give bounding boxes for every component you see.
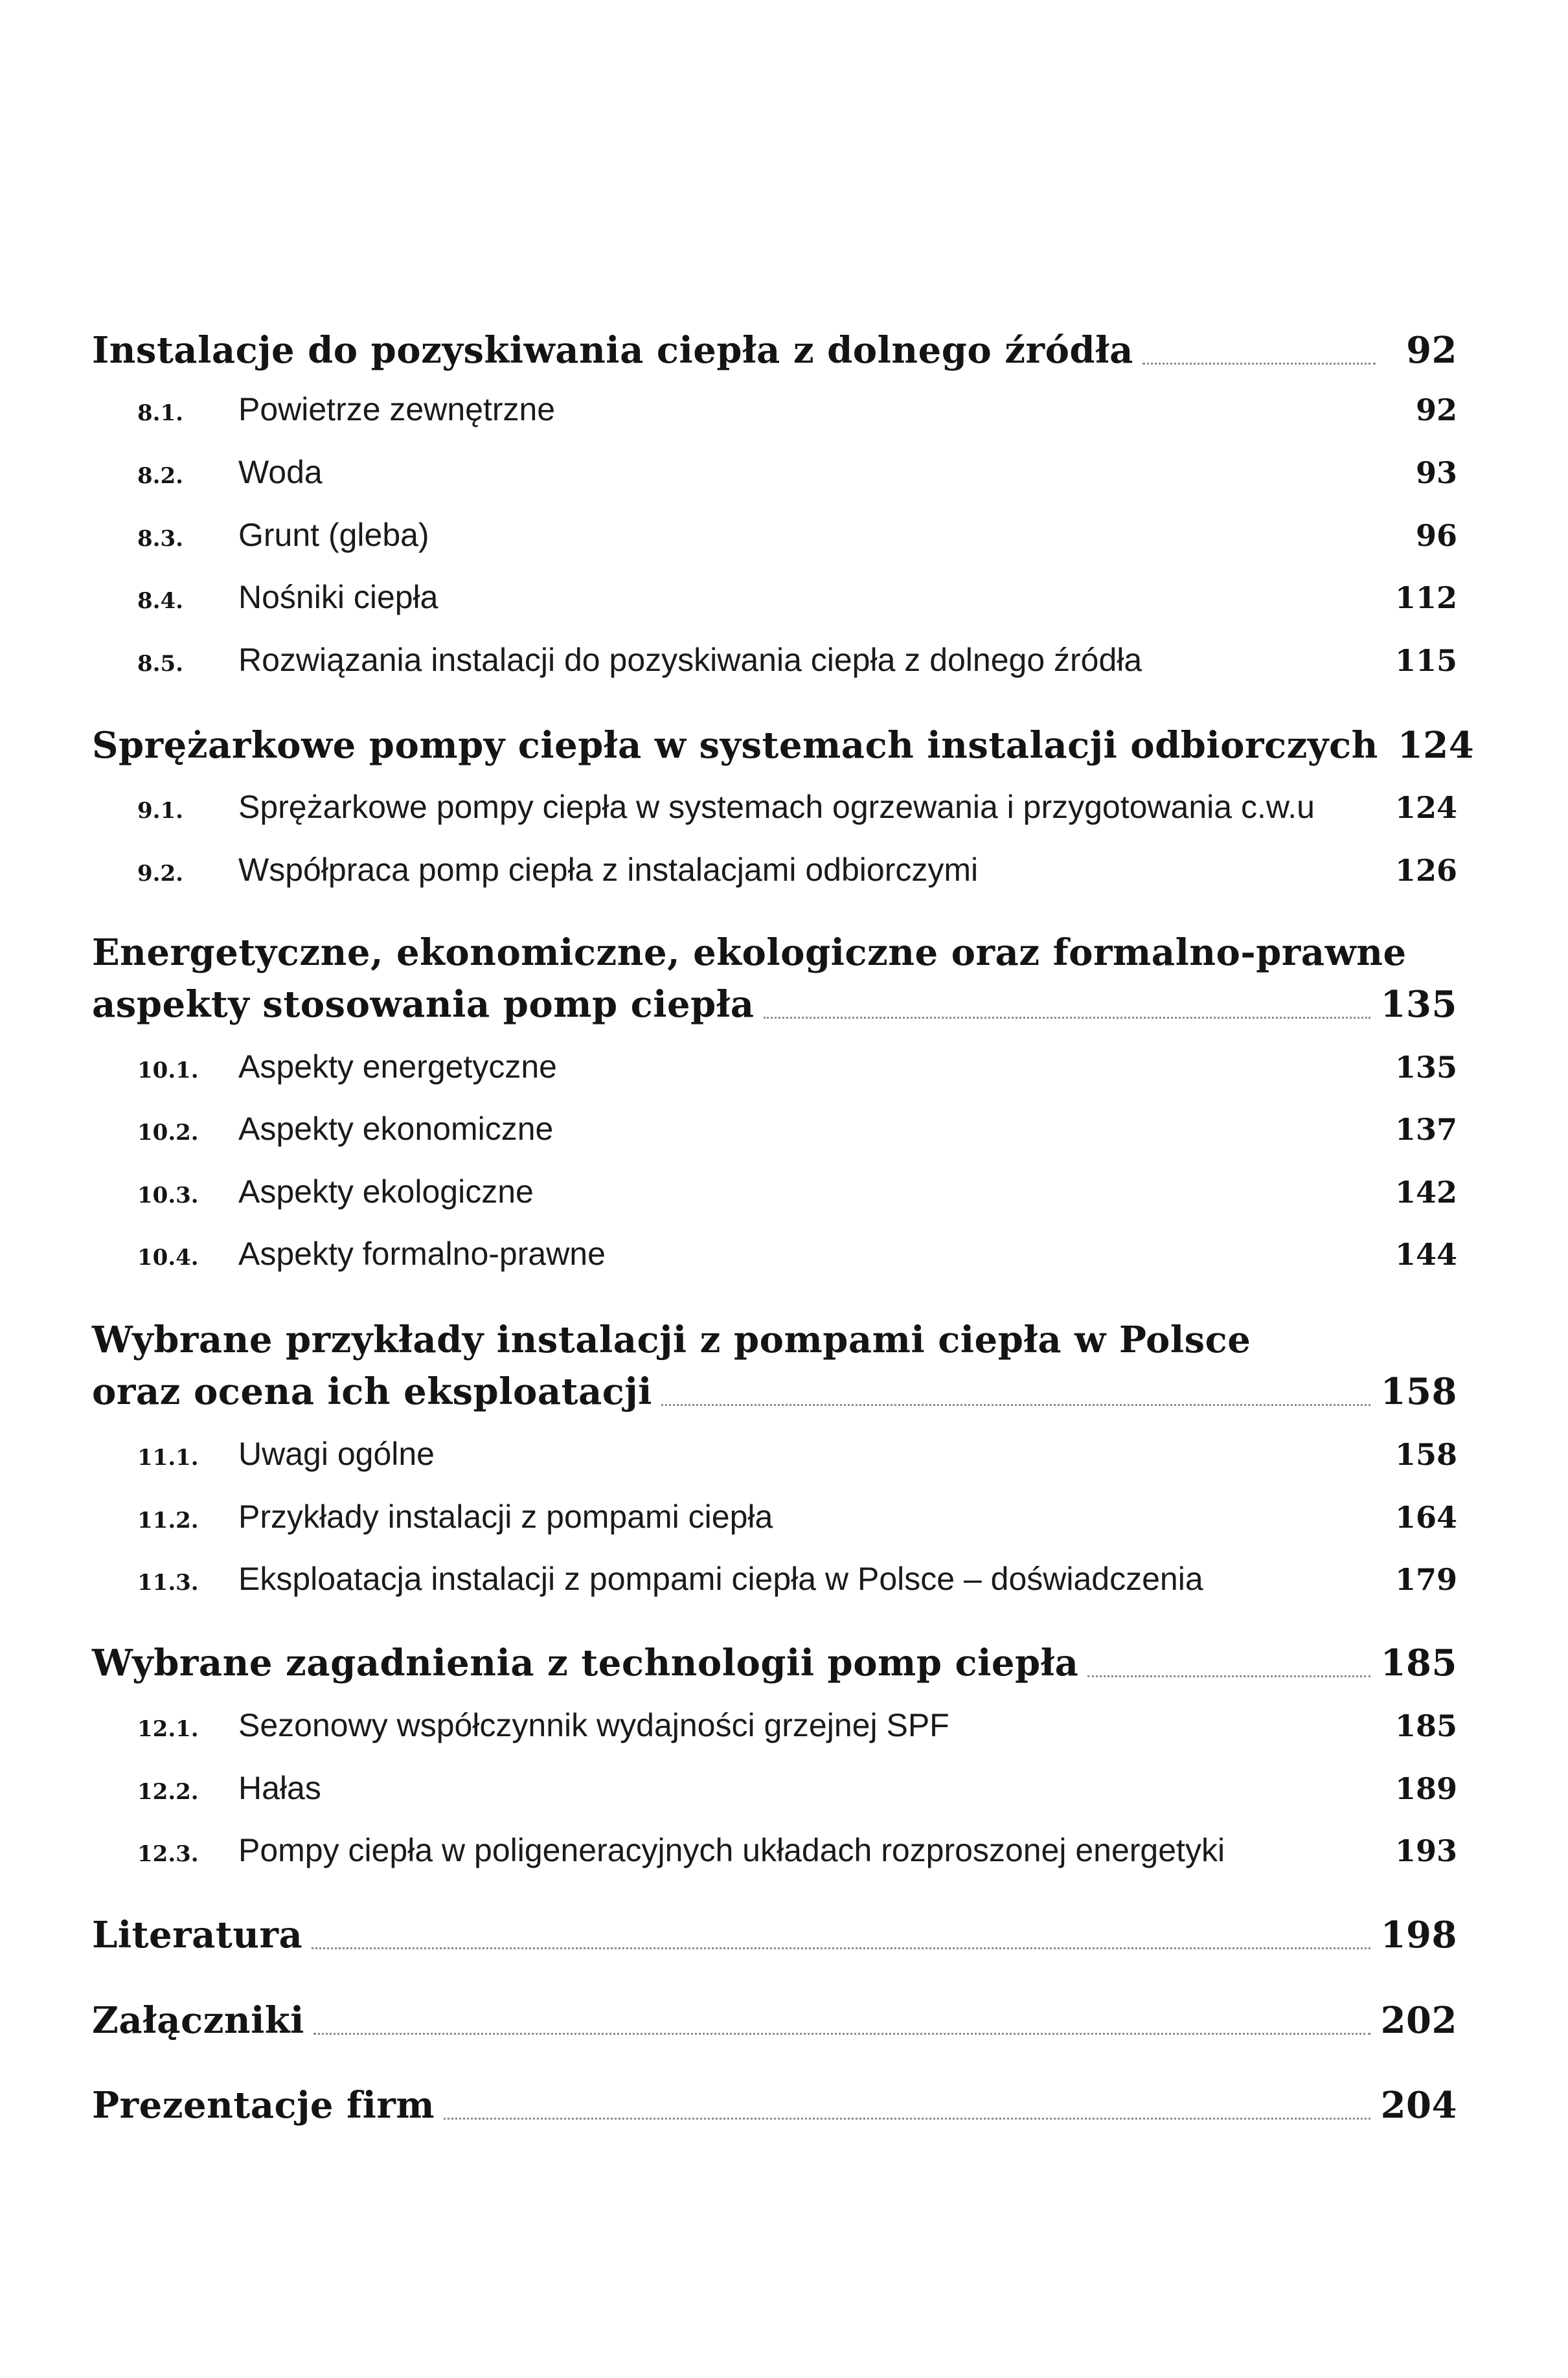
toc-entry-10-3[interactable] — [137, 1172, 1457, 1215]
toc-entry-number: 8.1. — [137, 400, 183, 426]
toc-heading-page: 198 — [1380, 1914, 1457, 1956]
toc-entry-number: 12.1. — [137, 1716, 199, 1742]
toc-entry-11-1[interactable] — [137, 1434, 1457, 1477]
toc-heading-12[interactable] — [92, 1638, 1457, 1688]
toc-entry-number: 8.5. — [137, 651, 183, 677]
toc-entry-title: Rozwiązania instalacji do pozyskiwania ciepła z dolnego źródła — [238, 642, 1142, 678]
toc-entry-title: Aspekty ekologiczne — [238, 1173, 534, 1210]
toc-entry-9-1[interactable] — [137, 787, 1457, 830]
toc-entry-title: Sezonowy współczynnik wydajności grzejnej SPF — [238, 1707, 949, 1743]
toc-entry-title: Przykłady instalacji z pompami ciepła — [238, 1499, 773, 1535]
toc-entry-number: 11.3. — [137, 1570, 199, 1596]
toc-entry-number: 12.2. — [137, 1779, 199, 1805]
toc-heading-title: Instalacje do pozyskiwania ciepła z dolnego źródła — [92, 329, 1133, 372]
dot-leader — [444, 2118, 1370, 2120]
toc-heading-page: 124 — [1397, 724, 1475, 767]
toc-entry-10-4[interactable] — [137, 1234, 1457, 1277]
toc-heading-literatura[interactable] — [92, 1910, 1457, 1960]
toc-entry-title: Powietrze zewnętrzne — [238, 391, 556, 427]
toc-entry-number: 10.4. — [137, 1245, 199, 1271]
toc-entry-number: 10.1. — [137, 1058, 199, 1083]
toc-entry-12-3[interactable] — [137, 1831, 1457, 1874]
toc-heading-zalaczniki[interactable] — [92, 1996, 1457, 2045]
dot-leader — [312, 1947, 1370, 1949]
toc-entry-page: 124 — [1394, 790, 1457, 825]
toc-heading-title: aspekty stosowania pomp ciepła — [92, 983, 755, 1026]
dot-leader — [313, 2033, 1370, 2035]
toc-entry-number: 10.3. — [137, 1183, 199, 1208]
toc-heading-page: 202 — [1380, 1999, 1457, 2042]
toc-entry-page: 164 — [1394, 1500, 1457, 1535]
toc-entry-page: 115 — [1394, 643, 1457, 678]
toc-heading-title: Załączniki — [92, 1999, 304, 2042]
toc-entry-page: 185 — [1394, 1708, 1457, 1743]
toc-entry-page: 179 — [1394, 1562, 1457, 1597]
toc-entry-title: Współpraca pomp ciepła z instalacjami odbiorczymi — [238, 852, 979, 888]
toc-entry-number: 8.3. — [137, 526, 183, 552]
toc-heading-title: Wybrane zagadnienia z technologii pomp ciepła — [92, 1642, 1079, 1684]
toc-heading-title: oraz ocena ich eksploatacji — [92, 1370, 652, 1413]
toc-entry-title: Pompy ciepła w poligeneracyjnych układach rozproszonej energetyki — [238, 1832, 1225, 1868]
toc-entry-page: 93 — [1415, 455, 1457, 490]
toc-heading-page: 92 — [1406, 329, 1457, 372]
toc-entry-number: 9.1. — [137, 798, 183, 824]
toc-entry-page: 142 — [1394, 1175, 1457, 1210]
toc-entry-number: 10.2. — [137, 1120, 199, 1146]
toc-entry-number: 8.2. — [137, 463, 183, 489]
toc-entry-number: 11.1. — [137, 1445, 199, 1471]
toc-heading-page: 185 — [1380, 1642, 1457, 1684]
toc-entry-8-1[interactable] — [137, 390, 1457, 433]
toc-entry-title: Nośniki ciepła — [238, 579, 438, 615]
toc-heading-prezentacje[interactable] — [92, 2081, 1457, 2130]
toc-entry-page: 189 — [1394, 1771, 1457, 1806]
toc-entry-title: Eksploatacja instalacji z pompami ciepła w Polsce – doświadczenia — [238, 1561, 1203, 1597]
dot-leader — [764, 1017, 1370, 1019]
toc-entry-page: 126 — [1394, 853, 1457, 888]
dot-leader — [1142, 363, 1376, 365]
toc-heading-11-line1[interactable]: Wybrane przykłady instalacji z pompami ciepła w Polsce — [92, 1319, 1251, 1361]
toc-entry-title: Aspekty energetyczne — [238, 1048, 557, 1085]
toc-heading-title: Prezentacje firm — [92, 2084, 435, 2127]
toc-heading-10-line1[interactable]: Energetyczne, ekonomiczne, ekologiczne oraz formalno-prawne — [92, 931, 1407, 974]
toc-heading-page: 204 — [1380, 2084, 1457, 2127]
toc-entry-9-2[interactable] — [137, 850, 1457, 893]
toc-entry-page: 144 — [1394, 1237, 1457, 1272]
toc-entry-page: 137 — [1394, 1112, 1457, 1147]
toc-entry-8-2[interactable] — [137, 453, 1457, 495]
toc-entry-10-1[interactable] — [137, 1047, 1457, 1090]
toc-entry-title: Hałas — [238, 1770, 321, 1806]
toc-entry-12-1[interactable] — [137, 1706, 1457, 1749]
toc-entry-10-2[interactable] — [137, 1109, 1457, 1152]
toc-entry-page: 193 — [1394, 1833, 1457, 1868]
toc-heading-page: 135 — [1380, 983, 1457, 1026]
toc-entry-page: 92 — [1415, 392, 1457, 427]
toc-entry-number: 12.3. — [137, 1841, 199, 1867]
toc-heading-8[interactable] — [92, 326, 1457, 375]
toc-entry-8-5[interactable] — [137, 640, 1457, 683]
toc-entry-11-2[interactable] — [137, 1497, 1457, 1540]
toc-entry-title: Aspekty formalno-prawne — [238, 1236, 606, 1272]
toc-heading-10[interactable] — [92, 980, 1457, 1029]
toc-entry-page: 158 — [1394, 1437, 1457, 1472]
toc-entry-11-3[interactable] — [137, 1559, 1457, 1602]
toc-entry-title: Grunt (gleba) — [238, 517, 429, 553]
toc-heading-9[interactable] — [92, 721, 1475, 770]
dot-leader — [661, 1404, 1370, 1406]
toc-entry-8-3[interactable] — [137, 515, 1457, 558]
toc-entry-page: 135 — [1394, 1050, 1457, 1085]
toc-entry-number: 11.2. — [137, 1508, 199, 1534]
dot-leader — [1087, 1675, 1370, 1677]
toc-entry-title: Aspekty ekonomiczne — [238, 1111, 554, 1147]
toc-heading-11[interactable] — [92, 1367, 1457, 1416]
toc-entry-8-4[interactable] — [137, 578, 1457, 620]
toc-entry-number: 9.2. — [137, 861, 183, 887]
toc-heading-page: 158 — [1380, 1370, 1457, 1413]
toc-heading-title: Sprężarkowe pompy ciepła w systemach instalacji odbiorczych — [92, 724, 1378, 767]
toc-entry-number: 8.4. — [137, 588, 183, 614]
toc-entry-title: Sprężarkowe pompy ciepła w systemach ogrzewania i przygotowania c.w.u — [238, 789, 1315, 825]
toc-entry-page: 112 — [1394, 580, 1457, 615]
toc-heading-title: Literatura — [92, 1914, 303, 1956]
toc-entry-title: Woda — [238, 454, 323, 490]
toc-entry-page: 96 — [1415, 518, 1457, 553]
toc-entry-12-2[interactable] — [137, 1769, 1457, 1811]
toc-entry-title: Uwagi ogólne — [238, 1436, 435, 1472]
